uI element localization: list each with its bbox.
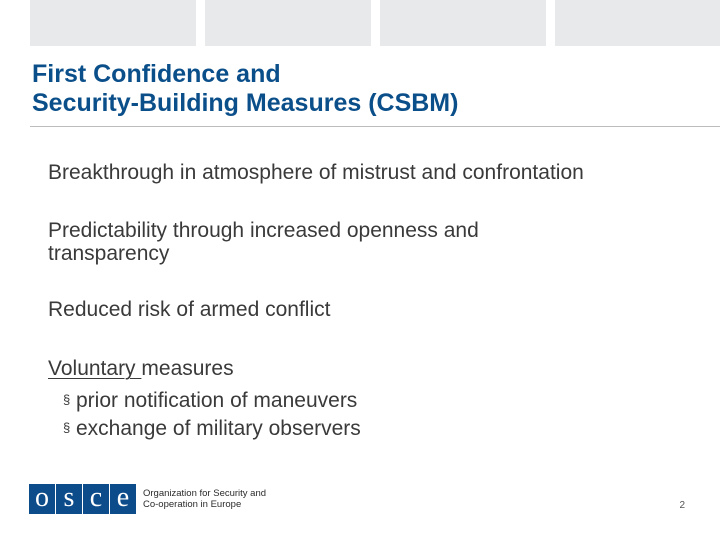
sub-item-prior-notification [63,386,688,414]
header-bar-block-4 [555,0,720,46]
slide-title [32,60,692,118]
measures-text: measures [141,357,234,380]
bullet-voluntary-heading [48,357,688,380]
logo-letter-c: c [83,484,109,514]
logo-letter-s: s [56,484,82,514]
bullet-reduced-risk: Reduced risk of armed conflict [48,298,331,321]
logo-text-line-1: Organization for Security and [143,488,267,499]
section-marker-icon: § [63,420,71,435]
logo-text-line-2: Co-operation in Europe [143,499,242,510]
slide-title-line-1: First Confidence and [32,60,281,88]
section-marker-icon: § [63,392,71,407]
logo-organization-name [143,488,283,510]
logo-letter-e: e [110,484,136,514]
bullet-predictability [48,219,688,265]
bullet-predictability-line-2: transparency [48,242,170,265]
sub-item-military-observers [63,414,688,442]
slide-title-line-2: Security-Building Measures (CSBM) [32,89,459,117]
header-bar-block-1 [30,0,196,46]
header-bar-block-3 [380,0,546,46]
sub-item-text: prior notification of maneuvers [76,389,358,412]
bullet-predictability-line-1: Predictability through increased openness and [48,219,479,242]
osce-logo [29,484,283,514]
page-number: 2 [679,500,685,511]
bullet-voluntary-measures [48,357,688,442]
sub-item-text: exchange of military observers [76,417,361,440]
voluntary-sub-list [63,386,688,442]
bullet-breakthrough: Breakthrough in atmosphere of mistrust and confrontation [48,161,584,184]
title-divider [30,126,720,127]
logo-letter-o: o [29,484,55,514]
header-bar-block-2 [205,0,371,46]
voluntary-underlined-text: Voluntary [48,357,142,380]
